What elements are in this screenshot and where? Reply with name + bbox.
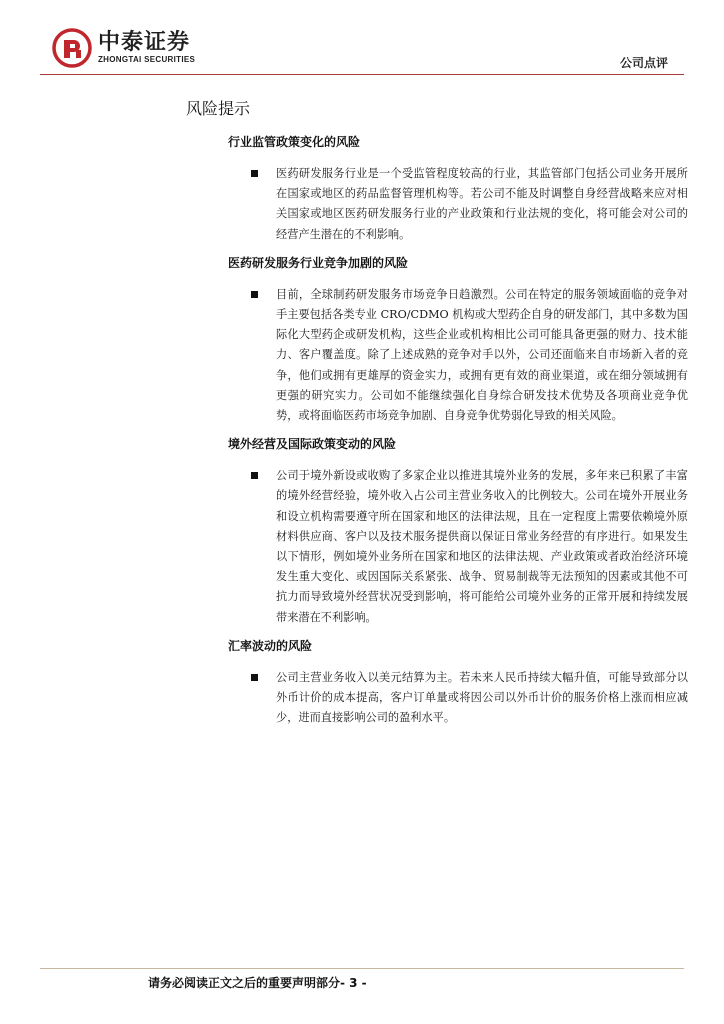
document-type-label: 公司点评: [619, 56, 668, 70]
risk-bullet-item: [228, 668, 688, 729]
square-bullet-icon: [251, 170, 258, 177]
risk-list: [228, 134, 688, 738]
footer-disclaimer: 请务必阅读正文之后的重要声明部分- 3 -: [148, 976, 367, 990]
page-header: [0, 0, 724, 80]
risk-heading: 医药研发服务行业竞争加剧的风险: [228, 255, 409, 270]
footer-divider: [40, 968, 684, 969]
logo-english-name: ZHONGTAI SECURITIES: [98, 55, 196, 64]
risk-section: [228, 436, 688, 628]
square-bullet-icon: [251, 472, 258, 479]
square-bullet-icon: [251, 674, 258, 681]
risk-section: [228, 638, 688, 729]
risk-text: 公司于境外新设或收购了多家企业以推进其境外业务的发展，多年来已积累了丰富的境外经营经验，境外收入占公司主营业务收入的比例较大。公司在境外开展业务和设立机构需要遵守所在国家和地区的法律法规，且在一定程度上需要依赖境外原材料供应商、客户以及技术服务提供商以保证日常业务经营的有序进行。如果发生以下情形，例如境外业务所在国家和地区的法律法规、产业政策或者政治经济环境发生重大变化、或因国际关系紧张、战争、贸易制裁等无法预知的因素或其他不可抗力而导致境外经营状况受到影响，将可能给公司境外业务的正常开展和持续发展带来潜在不利影响。: [276, 469, 688, 624]
header-divider: [40, 74, 684, 75]
risk-bullet-item: [228, 285, 688, 426]
company-logo: [52, 28, 195, 68]
risk-heading: 境外经营及国际政策变动的风险: [228, 437, 397, 452]
risk-text: 医药研发服务行业是一个受监管程度较高的行业，其监管部门包括公司业务开展所在国家或地区的药品监督管理机构等。若公司不能及时调整自身经营战略来应对相关国家或地区医药研发服务行业的产业政策和行业法规的变化，将可能会对公司的经营产生潜在的不利影响。: [276, 167, 688, 241]
risk-heading: 行业监管政策变化的风险: [228, 135, 361, 149]
section-title: 风险提示: [186, 99, 251, 118]
risk-section: [228, 255, 688, 426]
risk-bullet-item: [228, 466, 688, 628]
square-bullet-icon: [251, 291, 258, 298]
zhongtai-logo-icon: [52, 28, 92, 68]
risk-section: [228, 134, 688, 245]
logo-chinese-name: 中泰证券: [98, 30, 191, 55]
risk-heading: 汇率波动的风险: [228, 638, 313, 653]
risk-bullet-item: [228, 164, 688, 245]
risk-text: 目前，全球制药研发服务市场竞争日趋激烈。公司在特定的服务领域面临的竞争对手主要包括各类专业 CRO/CDMO 机构或大型药企自身的研发部门，其中多数为国际化大型药企或研发机构，这些企业或机构相比公司可能具备更强的财力、技术能力、客户覆盖度。除了上述成熟的竞争对手以外，公司还面临来自市场新入者的竞争，他们或拥有更雄厚的资金实力，或拥有更有效的商业渠道，或在细分领域拥有更强的研究实力。公司如不能继续强化自身综合研发技术优势及各项商业竞争优势，或将面临医药市场竞争加剧、自身竞争优势弱化导致的相关风险。: [276, 287, 688, 423]
risk-text: 公司主营业务收入以美元结算为主。若未来人民币持续大幅升值，可能导致部分以外币计价的成本提高，客户订单量或将因公司以外币计价的服务价格上涨而相应减少，进而直接影响公司的盈利水平。: [276, 670, 688, 725]
